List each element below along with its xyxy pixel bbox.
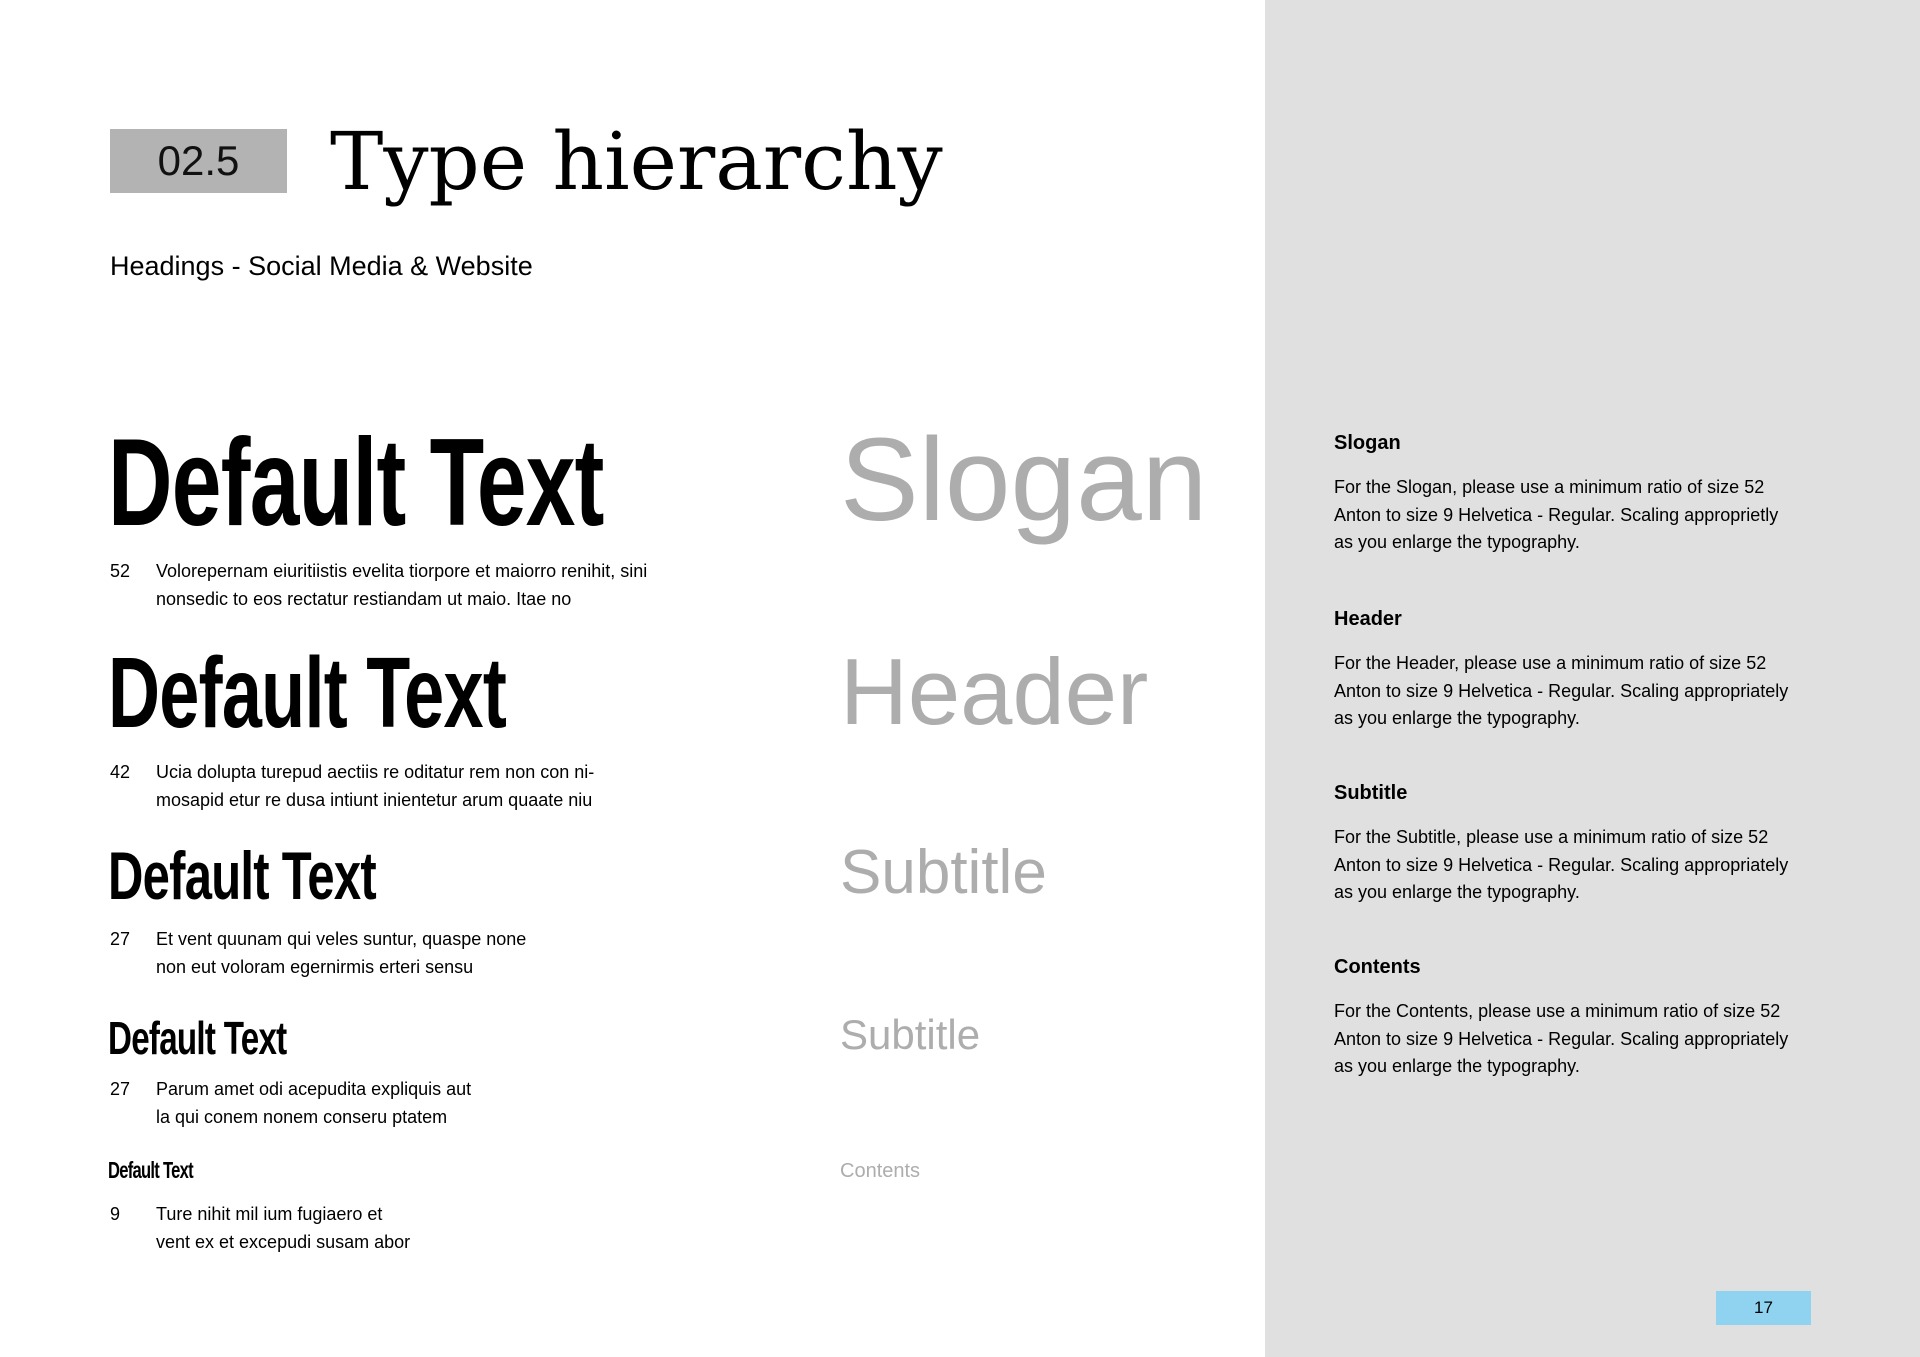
rule-line: Anton to size 9 Helvetica - Regular. Scaling appropriately	[1334, 854, 1789, 875]
sample-size-52: 52	[110, 561, 131, 581]
sample-desc-line: mosapid etur re dusa intiunt inientetur arum quaate niu	[156, 790, 593, 810]
label-subtitle-small: Subtitle	[840, 1011, 981, 1058]
rule-line: as you enlarge the typography.	[1334, 1056, 1580, 1076]
rule-line: For the Slogan, please use a minimum ratio of size 52	[1334, 477, 1765, 497]
rule-line: as you enlarge the typography.	[1334, 532, 1580, 552]
sample-desc-line: Volorepernam eiuritiistis evelita tiorpore et maiorro renihit, sini	[156, 561, 648, 581]
sample-desc-line: Ture nihit mil ium fugiaero et	[156, 1204, 383, 1224]
sample-size-9: 9	[110, 1204, 121, 1224]
label-contents: Contents	[840, 1160, 921, 1182]
label-slogan: Slogan	[840, 414, 1208, 546]
rule-title-slogan: Slogan	[1334, 432, 1401, 454]
label-subtitle: Subtitle	[840, 838, 1047, 907]
sample-size-42: 42	[110, 762, 131, 782]
label-header: Header	[840, 639, 1149, 744]
sample-desc-line: Parum amet odi acepudita expliquis aut	[156, 1079, 472, 1099]
rule-line: as you enlarge the typography.	[1334, 882, 1580, 902]
sample-desc-line: Ucia dolupta turepud aectiis re oditatur rem non con ni-	[156, 762, 595, 782]
sample-desc-line: Et vent quunam qui veles suntur, quaspe none	[156, 929, 527, 949]
page-number-badge: 17	[1716, 1291, 1811, 1325]
sample-desc-line: non eut voloram egernirmis erteri sensu	[156, 957, 474, 977]
sample-text-size-27-b: Default Text	[108, 1012, 287, 1064]
sample-text-size-42: Default Text	[108, 637, 507, 749]
sample-text-size-52: Default Text	[108, 414, 604, 552]
page-subtitle: Headings - Social Media & Website	[110, 251, 533, 281]
rule-body-header	[1334, 650, 1834, 733]
rule-line: Anton to size 9 Helvetica - Regular. Scaling approprietly	[1334, 504, 1779, 525]
sample-text-size-9: Default Text	[108, 1157, 193, 1183]
sample-desc-line: vent ex et excepudi susam abor	[156, 1232, 411, 1252]
sample-size-27: 27	[110, 929, 131, 949]
rule-line: Anton to size 9 Helvetica - Regular. Scaling appropriately	[1334, 1028, 1789, 1049]
sample-desc-line: nonsedic to eos rectatur restiandam ut maio. Itae no	[156, 589, 572, 609]
rule-body-slogan	[1334, 474, 1834, 557]
page-title: Type hierarchy	[330, 115, 943, 208]
rule-line: For the Header, please use a minimum ratio of size 52	[1334, 653, 1767, 673]
rule-title-contents: Contents	[1334, 956, 1421, 978]
rule-line: For the Subtitle, please use a minimum ratio of size 52	[1334, 827, 1769, 847]
rule-line: For the Contents, please use a minimum ratio of size 52	[1334, 1001, 1781, 1021]
sample-text-size-27: Default Text	[108, 838, 376, 914]
rule-title-subtitle: Subtitle	[1334, 782, 1408, 804]
rule-title-header: Header	[1334, 608, 1402, 630]
sample-desc-line: la qui conem nonem conseru ptatem	[156, 1107, 448, 1127]
rule-line: Anton to size 9 Helvetica - Regular. Scaling appropriately	[1334, 680, 1789, 701]
sample-size-27-b: 27	[110, 1079, 131, 1099]
rule-line: as you enlarge the typography.	[1334, 708, 1580, 728]
rule-body-contents	[1334, 998, 1834, 1081]
rule-body-subtitle	[1334, 824, 1834, 907]
section-number-badge: 02.5	[110, 129, 287, 193]
